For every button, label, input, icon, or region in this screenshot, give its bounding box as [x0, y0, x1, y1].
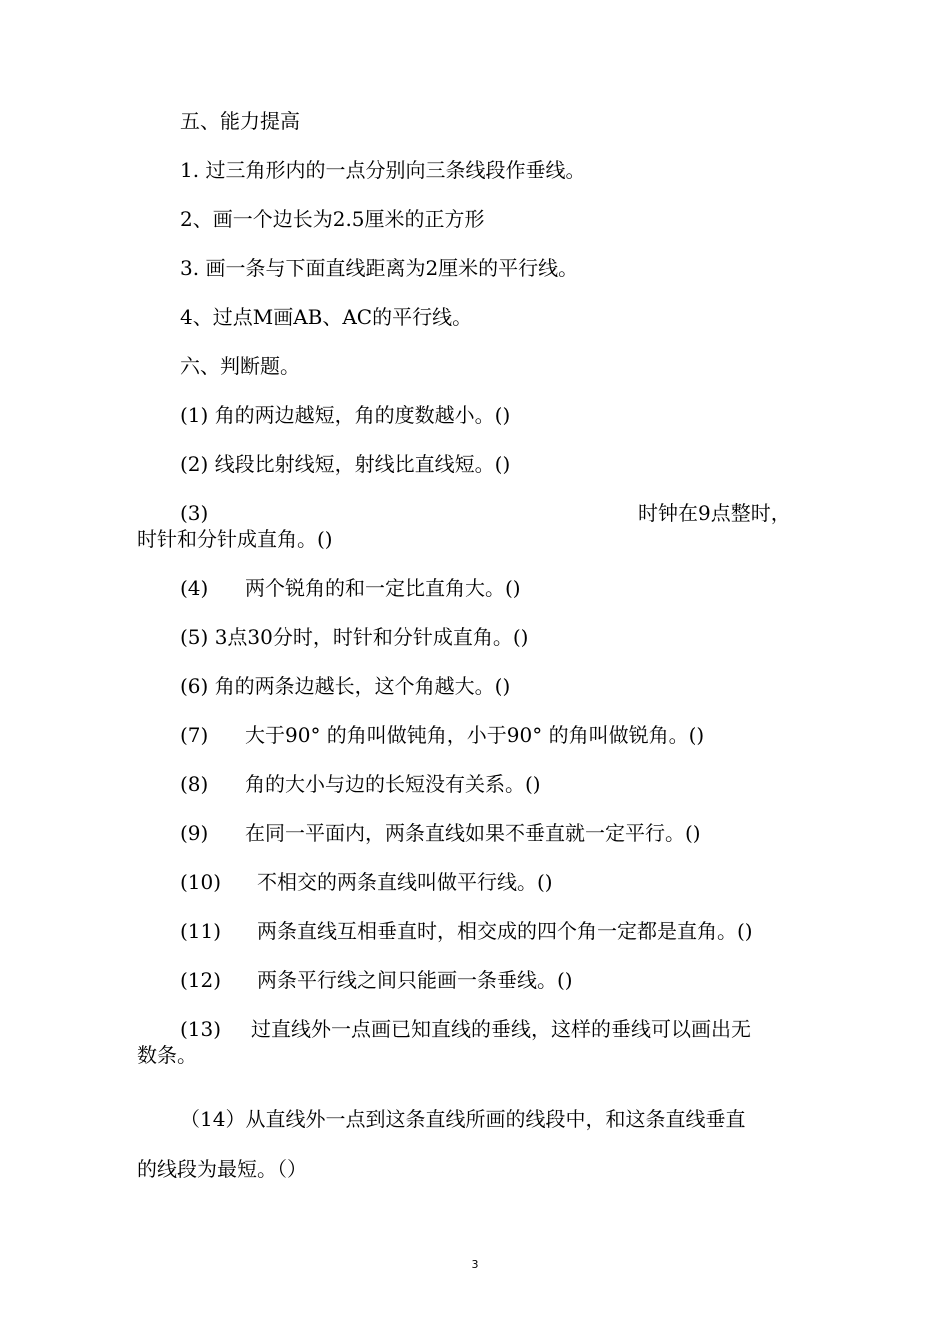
judgment-item-2: (2) 线段比射线短，射线比直线短。(): [180, 452, 511, 476]
judgment-item-8-text: 角的大小与边的长短没有关系。(): [245, 772, 541, 796]
ability-item-1: 1. 过三角形内的一点分别向三条线段作垂线。: [180, 158, 586, 182]
judgment-item-8-number: (8): [180, 772, 209, 796]
judgment-item-9-text: 在同一平面内，两条直线如果不垂直就一定平行。(): [245, 821, 701, 845]
judgment-item-11-number: (11): [180, 919, 222, 943]
judgment-item-13-continuation: 数条。: [137, 1043, 197, 1067]
judgment-item-13-number: (13): [180, 1017, 222, 1041]
judgment-item-6: (6) 角的两条边越长，这个角越大。(): [180, 674, 511, 698]
judgment-item-12-text: 两条平行线之间只能画一条垂线。(): [257, 968, 573, 992]
judgment-item-3-continuation: 时针和分针成直角。(): [137, 527, 333, 551]
judgment-item-7-number: (7): [180, 723, 209, 747]
ability-item-3: 3. 画一条与下面直线距离为2厘米的平行线。: [180, 256, 579, 280]
page-number: 3: [471, 1258, 479, 1271]
judgment-item-1: (1) 角的两边越短，角的度数越小。(): [180, 403, 511, 427]
section-heading-judgment: 六、判断题。: [180, 354, 300, 378]
judgment-item-14-continuation: 的线段为最短。（）: [137, 1157, 307, 1181]
judgment-item-3-text: 时钟在9点整时，: [638, 501, 791, 525]
judgment-item-13-text: 过直线外一点画已知直线的垂线，这样的垂线可以画出无: [251, 1017, 751, 1041]
judgment-item-14-text: （14）从直线外一点到这条直线所画的线段中，和这条直线垂直: [180, 1107, 746, 1131]
ability-item-4: 4、过点M画AB、AC的平行线。: [180, 305, 473, 329]
judgment-item-10-number: (10): [180, 870, 222, 894]
judgment-item-4-number: (4): [180, 576, 209, 600]
judgment-item-9-number: (9): [180, 821, 209, 845]
ability-item-2: 2、画一个边长为2.5厘米的正方形: [180, 207, 485, 231]
judgment-item-5: (5) 3点30分时，时针和分针成直角。(): [180, 625, 529, 649]
judgment-item-10-text: 不相交的两条直线叫做平行线。(): [257, 870, 553, 894]
judgment-item-7-text: 大于90° 的角叫做钝角，小于90° 的角叫做锐角。(): [245, 723, 705, 747]
judgment-item-12-number: (12): [180, 968, 222, 992]
judgment-item-4-text: 两个锐角的和一定比直角大。(): [245, 576, 521, 600]
judgment-item-11-text: 两条直线互相垂直时，相交成的四个角一定都是直角。(): [257, 919, 753, 943]
section-heading-ability: 五、能力提高: [180, 109, 300, 133]
judgment-item-3-number: (3): [180, 501, 209, 525]
